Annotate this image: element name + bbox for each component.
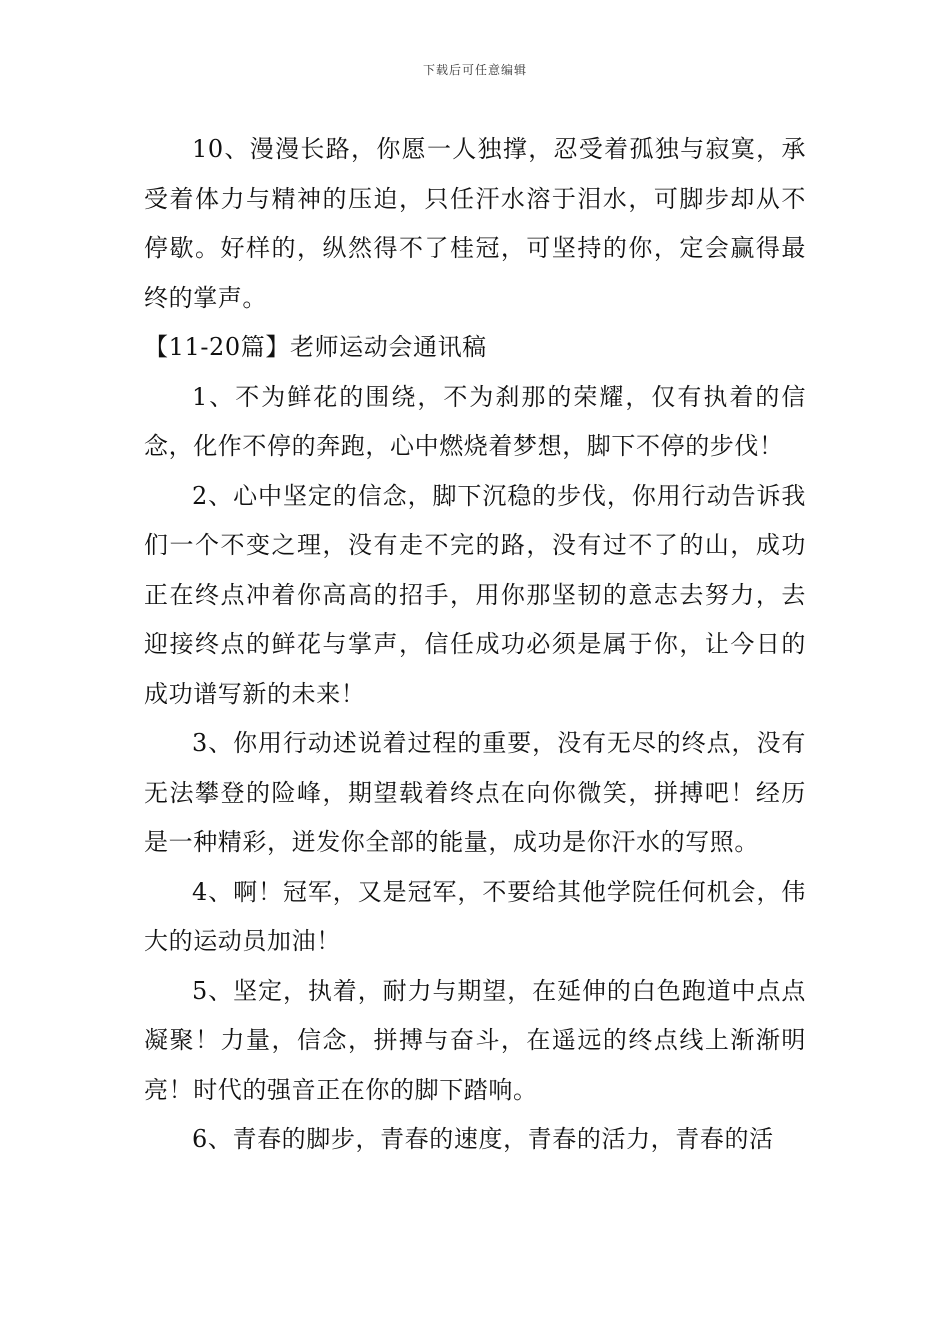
paragraph-10: 10、漫漫长路，你愿一人独撑，忍受着孤独与寂寞，承受着体力与精神的压迫，只任汗水溶于泪水，可脚步却从不停歇。好样的，纵然得不了桂冠，可坚持的你，定会赢得最终的掌声。 (144, 135, 806, 312)
paragraph-1: 1、不为鲜花的围绕，不为刹那的荣耀，仅有执着的信念，化作不停的奔跑，心中燃烧着梦想，脚下不停的步伐！ (144, 382, 806, 460)
paragraph-5: 5、坚定，执着，耐力与期望，在延伸的白色跑道中点点凝聚！力量，信念，拼搏与奋斗，在遥远的终点线上渐渐明亮！时代的强音正在你的脚下踏响。 (144, 976, 806, 1104)
document-body (144, 125, 806, 1165)
paragraph-4: 4、啊！冠军，又是冠军，不要给其他学院任何机会，伟大的运动员加油！ (144, 877, 806, 955)
paragraph-2: 2、心中坚定的信念，脚下沉稳的步伐，你用行动告诉我们一个不变之理，没有走不完的路，没有过不了的山，成功正在终点冲着你高高的招手，用你那坚韧的意志去努力，去迎接终点的鲜花与掌声，信任成功必须是属于你，让今日的成功谱写新的未来！ (144, 481, 806, 708)
paragraph-3: 3、你用行动述说着过程的重要，没有无尽的终点，没有无法攀登的险峰，期望载着终点在向你微笑，拼搏吧！经历是一种精彩，迸发你全部的能量，成功是你汗水的写照。 (144, 729, 806, 856)
page-header-note: 下载后可任意编辑 (422, 63, 527, 77)
section-heading: 【11-20篇】老师运动会通讯稿 (144, 333, 487, 361)
paragraph-6: 6、青春的脚步，青春的速度，青春的活力，青春的活 (192, 1125, 774, 1153)
